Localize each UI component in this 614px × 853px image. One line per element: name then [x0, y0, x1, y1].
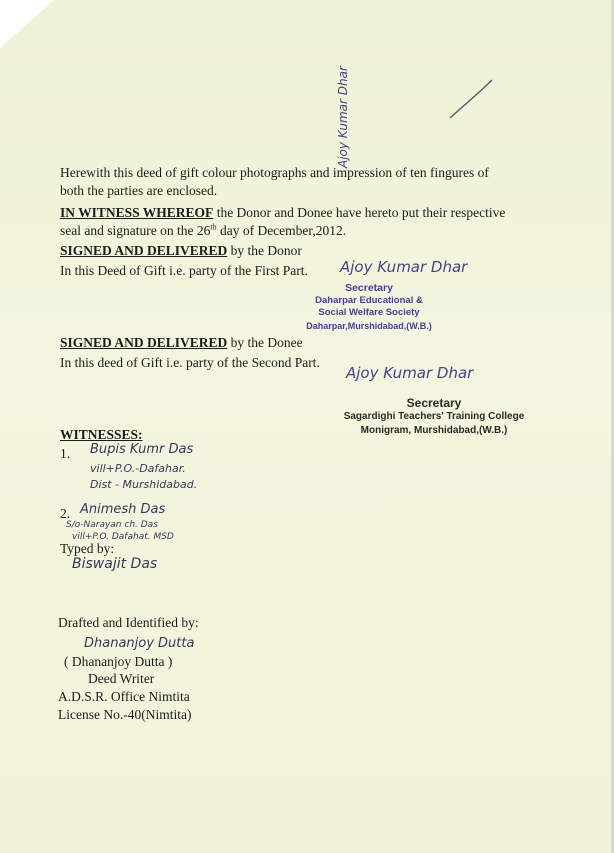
seal-line-text: seal and signature on the 26: [60, 223, 211, 238]
drafter-license: License No.-40(Nimtita): [58, 707, 192, 722]
witness-1-name: Bupis Kumr Das: [90, 442, 194, 457]
witness-whereof-heading: IN WITNESS WHEREOF: [60, 205, 214, 220]
seal-line-date: day of December,2012.: [216, 223, 347, 238]
signed-donee-line: [60, 334, 303, 352]
witness-2-address2: vill+P.O. Dafahat. MSD: [72, 532, 174, 542]
seal-signature-line: [60, 222, 346, 240]
drafter-role: Deed Writer: [88, 671, 155, 686]
witness-1-number: 1.: [60, 446, 71, 461]
signed-donor-line: [60, 242, 302, 260]
witness-whereof-text: the Donor and Donee have hereto put their respective: [213, 205, 506, 220]
signed-donor-text: by the Donor: [227, 243, 302, 258]
witness-2-name: Animesh Das: [80, 502, 166, 517]
donor-signature: Ajoy Kumar Dhar: [340, 258, 468, 276]
signed-donor-heading: SIGNED AND DELIVERED: [60, 243, 228, 258]
typed-by-label: Typed by:: [60, 541, 115, 556]
signed-donee-text: by the Donee: [227, 335, 303, 350]
donor-stamp-line1: Daharpar Educational &: [315, 294, 423, 306]
witness-2-number: 2.: [60, 506, 71, 521]
drafter-signature: Dhananjoy Dutta: [84, 636, 195, 651]
donee-stamp-line2: Monigram, Murshidabad,(W.B.): [360, 425, 508, 436]
donor-stamp-title: Secretary: [345, 282, 393, 294]
enclosure-line-2: both the parties are enclosed.: [60, 183, 218, 198]
typist-signature: Biswajit Das: [72, 556, 158, 572]
drafter-office: A.D.S.R. Office Nimtita: [58, 689, 190, 704]
witness-whereof-line: [60, 204, 505, 222]
donor-stamp-line2: Social Welfare Society: [318, 307, 420, 318]
drafted-label: Drafted and Identified by:: [58, 615, 199, 630]
witness-1-address1: vill+P.O.-Dafahar.: [90, 462, 186, 475]
vertical-signature: Ajoy Kumar Dhar: [336, 66, 350, 168]
donor-stamp-line3: Daharpar,Murshidabad,(W.B.): [306, 320, 432, 331]
signed-donee-heading: SIGNED AND DELIVERED: [60, 335, 228, 350]
donee-stamp-line1: Sagardighi Teachers' Training College: [343, 411, 525, 422]
drafter-name: ( Dhananjoy Dutta ): [64, 654, 173, 669]
donee-stamp: [342, 396, 526, 438]
witness-1-address2: Dist - Murshidabad.: [90, 478, 198, 491]
donor-stamp: [296, 282, 442, 332]
witnesses-heading: WITNESSES:: [60, 427, 143, 442]
donee-stamp-title: Secretary: [406, 396, 462, 410]
enclosure-line-1: Herewith this deed of gift colour photographs and impression of ten fingures of: [60, 165, 489, 180]
seal-line-sup: th: [210, 222, 217, 232]
first-part-line: In this Deed of Gift i.e. party of the First Part.: [60, 263, 308, 278]
pen-stroke-mark: [448, 76, 494, 122]
witness-2-address1: S/o-Narayan ch. Das: [66, 520, 158, 530]
donee-signature: Ajoy Kumar Dhar: [346, 364, 474, 382]
second-part-line: In this deed of Gift i.e. party of the Second Part.: [60, 355, 320, 370]
page-corner-fold: [0, 0, 54, 48]
